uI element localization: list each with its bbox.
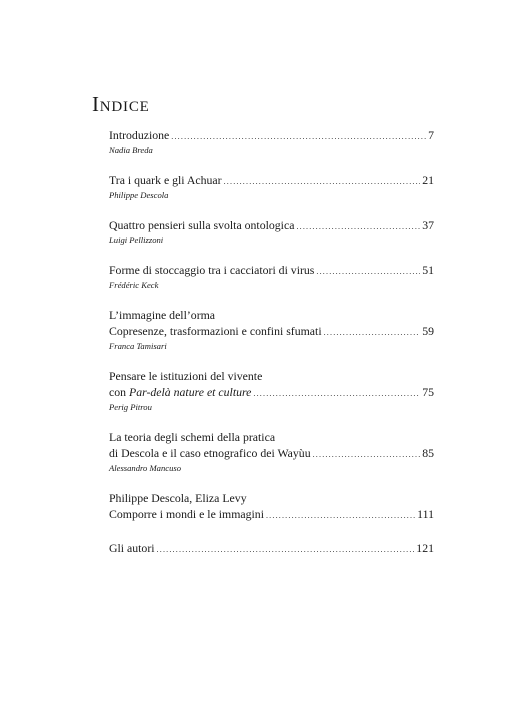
toc-line xyxy=(109,384,434,402)
toc-entry-comporre-mondi[interactable] xyxy=(109,490,434,524)
toc-line xyxy=(109,262,434,280)
entry-title: Forme di stoccaggio tra i cacciatori di virus xyxy=(109,263,315,277)
entry-author: Nadia Breda xyxy=(109,145,153,155)
dot-leader xyxy=(224,174,421,190)
entry-title: Gli autori xyxy=(109,541,155,555)
toc-line xyxy=(109,540,434,558)
entry-title: Tra i quark e gli Achuar xyxy=(109,173,222,187)
page-number: 7 xyxy=(428,128,434,142)
dot-leader xyxy=(171,129,426,145)
toc-line xyxy=(109,172,434,190)
toc-line xyxy=(109,323,434,341)
page-number: 85 xyxy=(422,446,434,460)
entry-author: Franca Tamisari xyxy=(109,341,167,351)
page-number: 59 xyxy=(422,324,434,338)
page-number: 21 xyxy=(422,173,434,187)
toc-line-first xyxy=(109,429,434,445)
toc-line-first xyxy=(109,490,434,506)
page-number: 111 xyxy=(417,507,434,521)
toc-entry-quark-achuar[interactable] xyxy=(109,172,434,201)
entry-title: L’immagine dell’orma xyxy=(109,308,216,322)
toc-entry-autori[interactable] xyxy=(109,540,434,558)
page-number: 51 xyxy=(422,263,434,277)
page-number: 37 xyxy=(422,218,434,232)
entry-author: Philippe Descola xyxy=(109,190,169,200)
dot-leader xyxy=(324,325,421,341)
dot-leader xyxy=(157,542,415,558)
toc-entry-orma[interactable] xyxy=(109,307,434,352)
entry-author: Frédéric Keck xyxy=(109,280,159,290)
toc-entry-schemi-pratica[interactable] xyxy=(109,429,434,474)
toc-line-first xyxy=(109,307,434,323)
toc-line xyxy=(109,445,434,463)
toc-entry-istituzioni[interactable] xyxy=(109,368,434,413)
table-of-contents xyxy=(109,127,434,574)
toc-entry-svolta-ontologica[interactable] xyxy=(109,217,434,246)
toc-entry-stoccaggio[interactable] xyxy=(109,262,434,291)
toc-line xyxy=(109,506,434,524)
entry-subtitle: Comporre i mondi e le immagini xyxy=(109,507,264,521)
page-number: 121 xyxy=(416,541,434,555)
entry-title: Quattro pensieri sulla svolta ontologica xyxy=(109,218,295,232)
entry-subtitle-prefix: con xyxy=(109,385,129,399)
page-number: 75 xyxy=(422,385,434,399)
entry-author: Alessandro Mancuso xyxy=(109,463,182,473)
entry-title: Introduzione xyxy=(109,128,170,142)
entry-subtitle-italic: Par-delà nature et culture xyxy=(128,385,252,399)
dot-leader xyxy=(266,508,415,524)
toc-entry-introduzione[interactable] xyxy=(109,127,434,156)
dot-leader xyxy=(296,219,420,235)
entry-title: La teoria degli schemi della pratica xyxy=(109,430,276,444)
entry-subtitle: di Descola e il caso etnografico dei Wayùu xyxy=(109,446,311,460)
entry-author: Perig Pitrou xyxy=(109,402,152,412)
dot-leader xyxy=(253,386,420,402)
toc-line xyxy=(109,127,434,145)
entry-subtitle: Copresenze, trasformazioni e confini sfumati xyxy=(109,324,322,338)
page-title: Indice xyxy=(92,92,150,116)
entry-author: Luigi Pellizzoni xyxy=(109,235,164,245)
toc-line xyxy=(109,217,434,235)
entry-title: Philippe Descola, Eliza Levy xyxy=(109,491,247,505)
entry-title: Pensare le istituzioni del vivente xyxy=(109,369,263,383)
dot-leader xyxy=(313,447,421,463)
entry-subtitle xyxy=(109,384,251,400)
dot-leader xyxy=(316,264,420,280)
toc-line-first xyxy=(109,368,434,384)
